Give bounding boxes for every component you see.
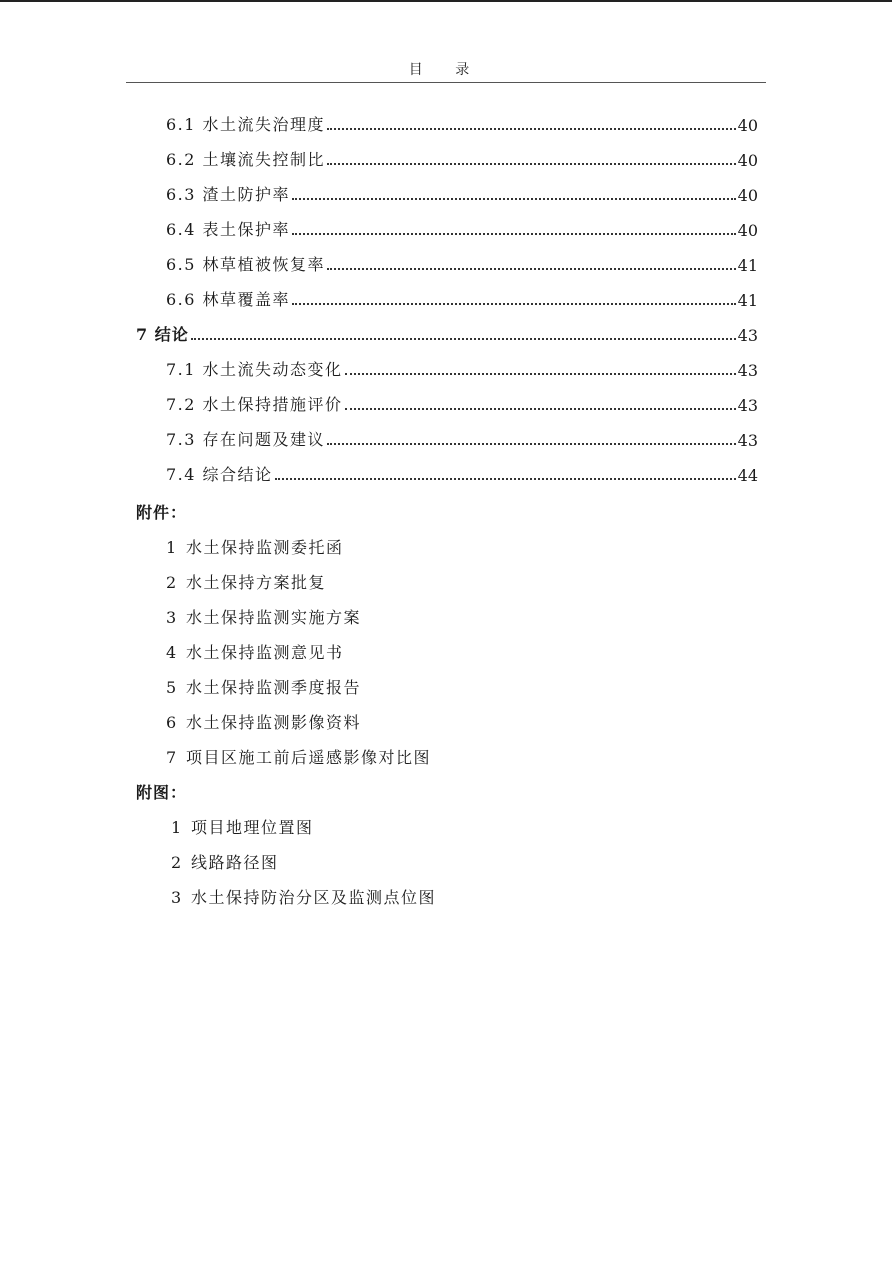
toc-entry[interactable]: [166, 210, 758, 240]
toc-dot-leader: [191, 338, 736, 340]
toc-entry-page: 40: [737, 221, 758, 240]
toc-entry-label: 7.2 水土保持措施评价: [166, 395, 343, 414]
toc-entry[interactable]: [166, 105, 758, 135]
figure-number: 2: [171, 853, 183, 872]
figures-heading: 附图：: [136, 783, 188, 802]
toc-entry-label: 6.4 表土保护率: [166, 220, 291, 239]
figure-text: 项目地理位置图: [191, 818, 314, 837]
toc-entry[interactable]: [166, 420, 758, 450]
toc-entry-label: 6.5 林草植被恢复率: [166, 255, 326, 274]
page-header: [126, 60, 766, 83]
attachment-item: [166, 640, 344, 663]
toc-entry-page: 41: [737, 256, 758, 275]
attachments-heading: 附件：: [136, 503, 188, 522]
attachment-item: [166, 745, 431, 768]
figure-item: [171, 850, 279, 873]
toc-entry-label: 6.1 水土流失治理度: [166, 115, 326, 134]
toc-entry-label: 7.1 水土流失动态变化: [166, 360, 343, 379]
toc-entry-label: 7 结论: [136, 325, 189, 344]
toc-entry[interactable]: [166, 350, 758, 380]
toc-entry[interactable]: [166, 385, 758, 415]
toc-entry-label: 6.2 土壤流失控制比: [166, 150, 326, 169]
toc-entry-page: 43: [737, 326, 758, 345]
toc-dot-leader: [327, 128, 736, 130]
attachment-text: 水土保持监测意见书: [186, 643, 344, 662]
toc-entry-page: 44: [737, 466, 758, 485]
attachment-item: [166, 570, 326, 593]
toc-entry-page: 41: [737, 291, 758, 310]
figure-text: 水土保持防治分区及监测点位图: [191, 888, 437, 907]
toc-dot-leader: [345, 373, 736, 375]
header-title: 目 录: [408, 62, 484, 78]
attachment-number: 6: [166, 713, 178, 732]
toc-entry-page: 40: [737, 116, 758, 135]
figure-number: 1: [171, 818, 183, 837]
attachment-item: [166, 710, 361, 733]
attachment-text: 水土保持方案批复: [186, 573, 327, 592]
top-border-rule: [0, 0, 892, 2]
figure-number: 3: [171, 888, 183, 907]
toc-entry-page: 43: [737, 396, 758, 415]
attachment-item: [166, 605, 361, 628]
attachment-text: 项目区施工前后遥感影像对比图: [186, 748, 432, 767]
toc-entry-page: 40: [737, 151, 758, 170]
attachment-text: 水土保持监测季度报告: [186, 678, 362, 697]
toc-entry[interactable]: [166, 455, 758, 485]
toc-dot-leader: [292, 303, 736, 305]
toc-dot-leader: [327, 163, 736, 165]
toc-dot-leader: [292, 198, 736, 200]
attachment-number: 5: [166, 678, 178, 697]
attachment-number: 7: [166, 748, 178, 767]
attachment-text: 水土保持监测实施方案: [186, 608, 362, 627]
toc-dot-leader: [327, 268, 736, 270]
attachment-number: 3: [166, 608, 178, 627]
toc-dot-leader: [345, 408, 736, 410]
attachment-text: 水土保持监测影像资料: [186, 713, 362, 732]
figure-item: [171, 885, 436, 908]
toc-chapter-entry[interactable]: [136, 315, 758, 345]
attachment-number: 1: [166, 538, 178, 557]
toc-entry-label: 6.6 林草覆盖率: [166, 290, 291, 309]
toc-entry-label: 6.3 渣土防护率: [166, 185, 291, 204]
toc-entry[interactable]: [166, 245, 758, 275]
toc-entry[interactable]: [166, 140, 758, 170]
toc-entry-page: 43: [737, 431, 758, 450]
attachment-text: 水土保持监测委托函: [186, 538, 344, 557]
toc-entry-page: 43: [737, 361, 758, 380]
attachment-number: 2: [166, 573, 178, 592]
toc-entry-label: 7.4 综合结论: [166, 465, 273, 484]
attachment-number: 4: [166, 643, 178, 662]
toc-dot-leader: [292, 233, 736, 235]
toc-dot-leader: [275, 478, 736, 480]
attachment-item: [166, 535, 344, 558]
attachment-item: [166, 675, 361, 698]
figure-item: [171, 815, 314, 838]
toc-entry-label: 7.3 存在问题及建议: [166, 430, 326, 449]
toc-dot-leader: [327, 443, 736, 445]
figure-text: 线路路径图: [191, 853, 279, 872]
toc-entry[interactable]: [166, 175, 758, 205]
toc-entry-page: 40: [737, 186, 758, 205]
toc-entry[interactable]: [166, 280, 758, 310]
